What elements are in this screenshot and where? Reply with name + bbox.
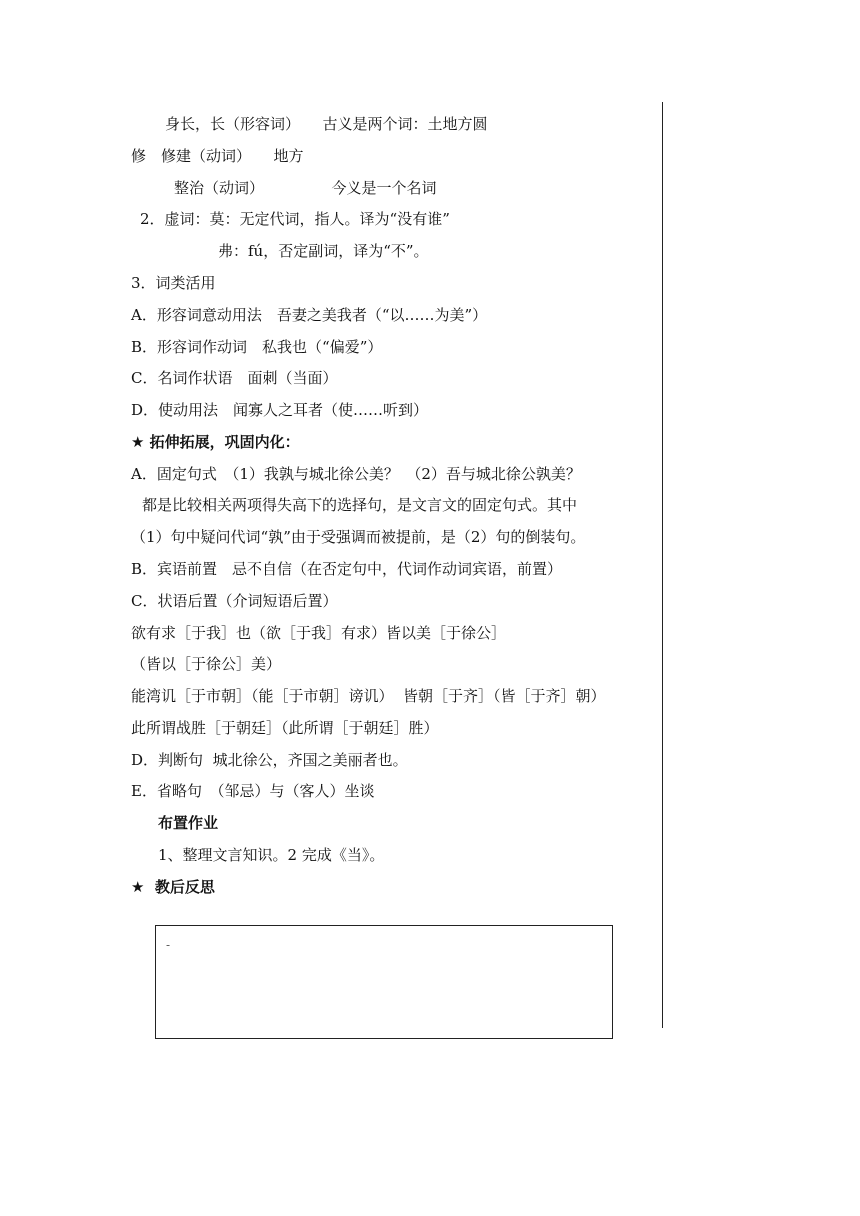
box-mark: - [166,938,171,952]
homework-text: 1、整理文言知识。2 完成《当》。 [158,846,385,864]
text-line-22: E．省略句 （邹忌）与（客人）坐谈 [131,782,375,800]
section-heading-homework: 布置作业 [158,814,219,832]
text-line-10: D．使动用法 闻寡人之耳者（使……听到） [131,401,429,419]
text-line-6: 3．词类活用 [131,274,216,292]
reflection-box [155,925,613,1039]
text-line-3: 整治（动词） 今义是一个名词 [174,179,437,197]
text-line-18: （皆以［于徐公］美） [131,655,282,673]
section-heading-extension: ★ 拓伸拓展，巩固内化： [131,433,300,451]
text-line-2: 修 修建（动词） 地方 [131,147,304,165]
vertical-rule [662,102,663,1028]
text-line-21: D．判断句 城北徐公，齐国之美丽者也。 [131,751,408,769]
section-heading-reflection: ★ 教后反思 [131,878,215,896]
text-line-9: C．名词作状语 面刺（当面） [131,369,338,387]
text-line-17: 欲有求［于我］也（欲［于我］有求）皆以美［于徐公］ [131,624,507,642]
text-line-8: B．形容词作动词 私我也（“偏爱”） [131,338,383,356]
text-line-7: A．形容词意动用法 吾妻之美我者（“以……为美”） [131,306,488,324]
text-line-19: 能湾讥［于市朝］（能［于市朝］谤讥） 皆朝［于齐］（皆［于齐］朝） [131,687,606,705]
text-line-15: B．宾语前置 忌不自信（在否定句中，代词作动词宾语，前置） [131,560,563,578]
text-line-14: （1）句中疑问代词“孰”由于受强调而被提前，是（2）句的倒装句。 [131,528,586,546]
text-line-13: 都是比较相关两项得失高下的选择句，是文言文的固定句式。其中 [142,496,578,514]
text-line-5: 弗：fú，否定副词，译为“不”。 [218,242,429,260]
text-line-20: 此所谓战胜［于朝廷］（此所谓［于朝廷］胜） [131,719,439,737]
text-line-16: C．状语后置（介词短语后置） [131,592,338,610]
text-line-4: 2．虚词：莫：无定代词，指人。译为“没有谁” [140,210,450,228]
text-line-12: A．固定句式 （1）我孰与城北徐公美？ （2）吾与城北徐公孰美？ [131,465,581,483]
text-line-1: 身长，长（形容词） 古义是两个词：土地方圆 [165,115,488,133]
